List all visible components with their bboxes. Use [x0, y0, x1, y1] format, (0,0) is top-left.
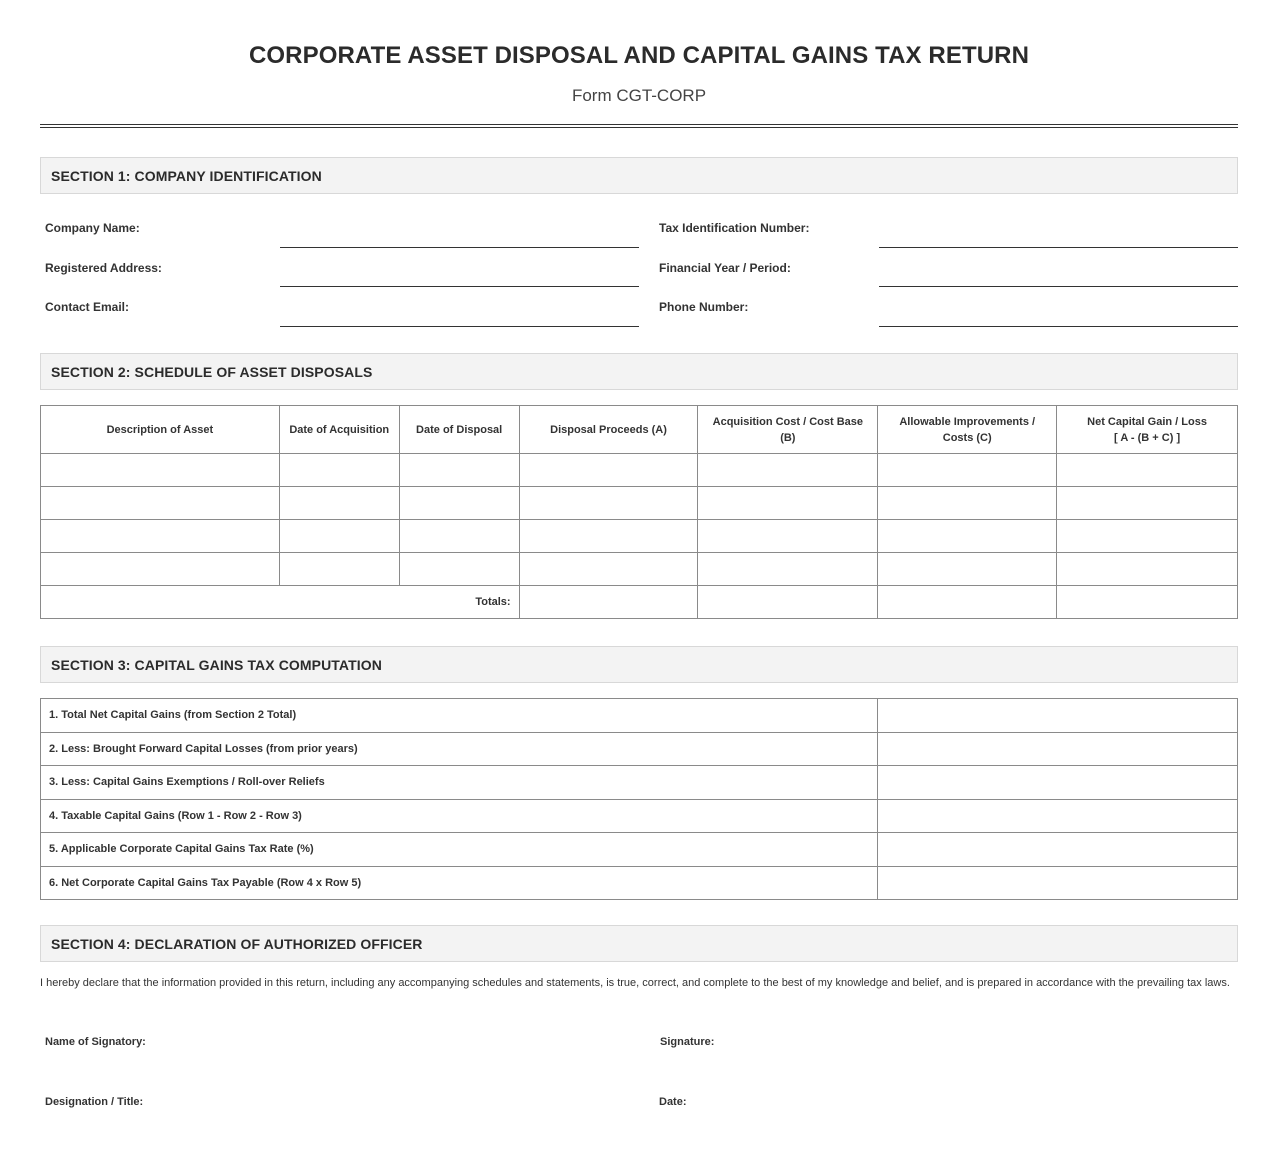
computation-value[interactable]	[878, 866, 1238, 900]
table-cell[interactable]	[279, 520, 399, 553]
col-net-capital-gain	[1057, 406, 1238, 454]
col-date-of-disposal: Date of Disposal	[399, 406, 519, 454]
total-net-capital-gain[interactable]	[1057, 586, 1238, 619]
totals-label: Totals:	[41, 586, 520, 619]
form-title: CORPORATE ASSET DISPOSAL AND CAPITAL GAINS TAX RETURN	[248, 42, 1029, 69]
computation-row	[41, 766, 1238, 800]
col-allowable-improvements-line2: Costs (C)	[942, 431, 992, 444]
totals-row	[41, 586, 1238, 619]
table-row	[41, 520, 1238, 553]
computation-value[interactable]	[878, 766, 1238, 800]
designation-label: Designation / Title:	[45, 1096, 144, 1108]
computation-label: 6. Net Corporate Capital Gains Tax Payable (Row 4 x Row 5)	[41, 866, 878, 900]
computation-label: 2. Less: Brought Forward Capital Losses (from prior years)	[41, 732, 878, 766]
col-disposal-proceeds: Disposal Proceeds (A)	[519, 406, 698, 454]
section-2-heading: SECTION 2: SCHEDULE OF ASSET DISPOSALS	[40, 353, 1238, 390]
table-header-row	[41, 406, 1238, 454]
table-cell[interactable]	[519, 520, 698, 553]
total-allowable-improvements[interactable]	[878, 586, 1057, 619]
col-allowable-improvements-line1: Allowable Improvements /	[899, 415, 1036, 428]
table-cell[interactable]	[519, 487, 698, 520]
table-cell[interactable]	[279, 553, 399, 586]
phone-number-field[interactable]	[879, 326, 1238, 327]
total-disposal-proceeds[interactable]	[519, 586, 698, 619]
table-cell[interactable]	[279, 454, 399, 487]
table-cell[interactable]	[41, 553, 280, 586]
table-cell[interactable]	[698, 553, 878, 586]
table-cell[interactable]	[878, 553, 1057, 586]
table-cell[interactable]	[41, 487, 280, 520]
table-cell[interactable]	[1057, 454, 1238, 487]
computation-row	[41, 866, 1238, 900]
table-cell[interactable]	[698, 520, 878, 553]
col-acquisition-cost	[698, 406, 878, 454]
section-1-heading: SECTION 1: COMPANY IDENTIFICATION	[40, 157, 1238, 194]
date-label: Date:	[659, 1096, 687, 1108]
financial-year-label: Financial Year / Period:	[659, 261, 791, 275]
table-cell[interactable]	[399, 487, 519, 520]
table-cell[interactable]	[878, 520, 1057, 553]
table-row	[41, 553, 1238, 586]
company-name-label: Company Name:	[45, 221, 140, 235]
col-net-capital-gain-line2: [ A - (B + C) ]	[1114, 431, 1181, 444]
form-number: Form CGT-CORP	[571, 86, 707, 105]
computation-label: 5. Applicable Corporate Capital Gains Tax Rate (%)	[41, 833, 878, 867]
col-acquisition-cost-line2: (B)	[780, 431, 796, 444]
computation-label: 4. Taxable Capital Gains (Row 1 - Row 2 - Row 3)	[41, 799, 878, 833]
registered-address-label: Registered Address:	[45, 261, 162, 275]
table-cell[interactable]	[41, 454, 280, 487]
table-cell[interactable]	[1057, 520, 1238, 553]
computation-label: 3. Less: Capital Gains Exemptions / Roll-over Reliefs	[41, 766, 878, 800]
table-cell[interactable]	[698, 454, 878, 487]
table-cell[interactable]	[878, 454, 1057, 487]
computation-value[interactable]	[878, 833, 1238, 867]
computation-row	[41, 799, 1238, 833]
computation-row	[41, 699, 1238, 733]
contact-email-field[interactable]	[280, 326, 639, 327]
financial-year-field[interactable]	[879, 286, 1238, 287]
company-name-field[interactable]	[280, 247, 639, 248]
signatory-name-label: Name of Signatory:	[45, 1036, 146, 1048]
table-cell[interactable]	[698, 487, 878, 520]
col-acquisition-cost-line1: Acquisition Cost / Cost Base	[712, 415, 864, 428]
computation-value[interactable]	[878, 732, 1238, 766]
table-cell[interactable]	[41, 520, 280, 553]
tax-computation-table	[40, 698, 1238, 900]
col-allowable-improvements	[878, 406, 1057, 454]
col-description-of-asset: Description of Asset	[41, 406, 280, 454]
table-cell[interactable]	[399, 520, 519, 553]
section-3-heading: SECTION 3: CAPITAL GAINS TAX COMPUTATION	[40, 646, 1238, 683]
total-acquisition-cost[interactable]	[698, 586, 878, 619]
registered-address-field[interactable]	[280, 286, 639, 287]
col-net-capital-gain-line1: Net Capital Gain / Loss	[1087, 415, 1207, 428]
computation-value[interactable]	[878, 699, 1238, 733]
table-cell[interactable]	[1057, 553, 1238, 586]
table-cell[interactable]	[519, 553, 698, 586]
table-cell[interactable]	[878, 487, 1057, 520]
table-cell[interactable]	[279, 487, 399, 520]
computation-label: 1. Total Net Capital Gains (from Section 2 Total)	[41, 699, 878, 733]
tax-id-label: Tax Identification Number:	[659, 221, 810, 235]
declaration-text: I hereby declare that the information provided in this return, including any accompanying schedules and statements, is true, correct, and complete to the best of my knowledge and belief, and is prepared in accordance with the prevailing tax laws.	[40, 977, 1230, 989]
table-cell[interactable]	[399, 553, 519, 586]
table-row	[41, 487, 1238, 520]
table-cell[interactable]	[399, 454, 519, 487]
computation-value[interactable]	[878, 799, 1238, 833]
signature-label: Signature:	[660, 1036, 715, 1048]
asset-disposals-table	[40, 405, 1238, 619]
section-4-heading: SECTION 4: DECLARATION OF AUTHORIZED OFFICER	[40, 925, 1238, 962]
table-row	[41, 454, 1238, 487]
col-date-of-acquisition: Date of Acquisition	[279, 406, 399, 454]
contact-email-label: Contact Email:	[45, 300, 130, 314]
header-divider	[40, 124, 1238, 128]
table-cell[interactable]	[519, 454, 698, 487]
computation-row	[41, 732, 1238, 766]
table-cell[interactable]	[1057, 487, 1238, 520]
tax-id-field[interactable]	[879, 247, 1238, 248]
computation-row	[41, 833, 1238, 867]
phone-number-label: Phone Number:	[659, 300, 749, 314]
